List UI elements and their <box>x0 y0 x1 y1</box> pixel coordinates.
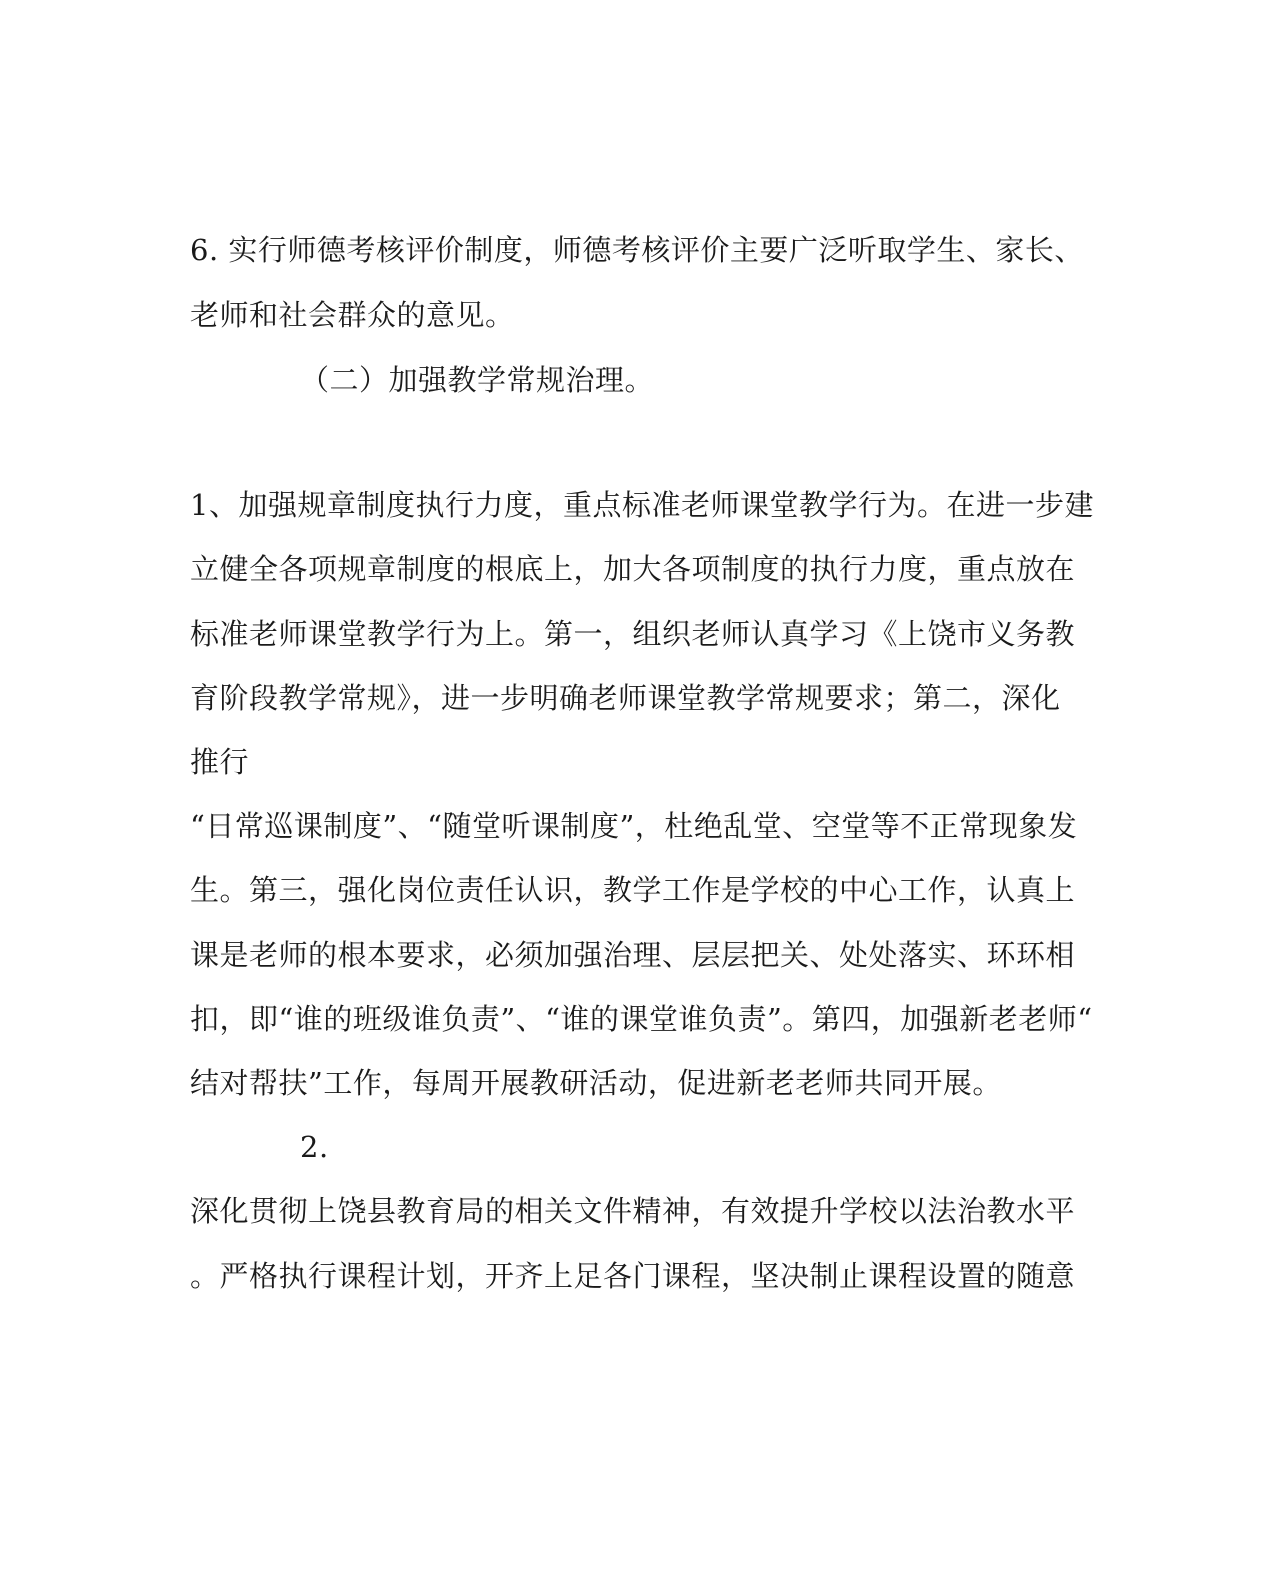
paragraph-line: 立健全各项规章制度的根底上，加大各项制度的执行力度，重点放在 <box>190 552 1076 586</box>
paragraph-line: 课是老师的根本要求，必须加强治理、层层把关、处处落实、环环相 <box>190 938 1076 972</box>
paragraph-line: 标准老师课堂教学行为上。第一，组织老师认真学习《上饶市义务教 <box>190 617 1076 651</box>
paragraph-line: 1、加强规章制度执行力度，重点标准老师课堂教学行为。在进一步建 <box>190 488 1094 522</box>
list-number: 2. <box>300 1130 329 1164</box>
paragraph-line: 老师和社会群众的意见。 <box>190 298 515 332</box>
paragraph-line: 结对帮扶”工作，每周开展教研活动，促进新老老师共同开展。 <box>190 1066 1002 1100</box>
paragraph-line: 。严格执行课程计划，开齐上足各门课程，坚决制止课程设置的随意 <box>190 1259 1076 1293</box>
paragraph-line: “日常巡课制度”、“随堂听课制度”，杜绝乱堂、空堂等不正常现象发 <box>190 809 1078 843</box>
paragraph-line: 扣，即“谁的班级谁负责”、“谁的课堂谁负责”。第四，加强新老老师“ <box>190 1002 1093 1036</box>
paragraph-line: 推行 <box>190 745 250 779</box>
paragraph-line: 育阶段教学常规》，进一步明确老师课堂教学常规要求；第二，深化 <box>190 681 1061 715</box>
paragraph-line: 生。第三，强化岗位责任认识，教学工作是学校的中心工作，认真上 <box>190 873 1076 907</box>
paragraph-line: 深化贯彻上饶县教育局的相关文件精神，有效提升学校以法治教水平 <box>190 1194 1076 1228</box>
section-heading: （二）加强教学常规治理。 <box>300 363 655 397</box>
paragraph-line: 6. 实行师德考核评价制度，师德考核评价主要广泛听取学生、家长、 <box>190 233 1084 267</box>
